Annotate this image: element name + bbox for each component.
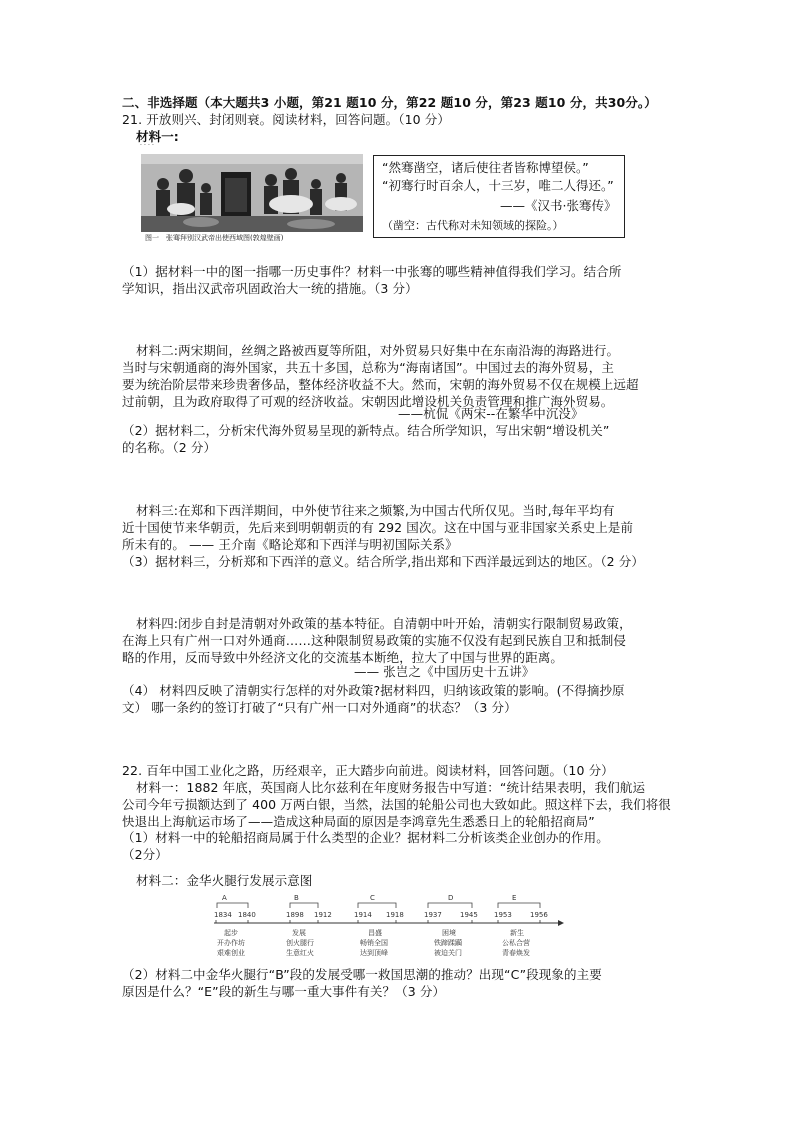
stage-desc: 生意红火 (286, 949, 314, 957)
q21-material2-line: 当时与宋朝通商的海外国家，共五十多国，总称为“海南诸国”。中国过去的海外贸易，主 (122, 360, 614, 375)
q21-material4-line: 略的作用，反而导致中外经济文化的交流基本断绝，拉大了中国与世界的距离。 (122, 650, 564, 665)
stage-desc: 铁蹄蹂躏 (434, 939, 462, 947)
q21-sub2-line: 的名称。（2 分） (122, 440, 217, 455)
q21-sub4-line: （4） 材料四反映了清朝实行怎样的对外政策?据材料四，归纳该政策的影响。(不得摘抄原 (122, 683, 625, 698)
q21-sub1-line: 学知识，指出汉武帝巩固政治大一统的措施。（3 分） (122, 281, 418, 296)
stage-desc: 开办作坊 (217, 939, 245, 947)
q21-material3-line: 所未有的。 —— 王介南《略论郑和下西洋与明初国际关系》 (122, 537, 458, 552)
stage-letter: B (294, 894, 299, 902)
q21-material3-line: 材料三:在郑和下西洋期间，中外使节往来之频繁,为中国古代所仅见。当时,每年平均有 (136, 503, 615, 518)
q21-sub2-line: （2）据材料二，分析宋代海外贸易呈现的新特点。结合所学知识，写出宋朝“增设机关” (122, 423, 610, 438)
timeline-year: 1918 (386, 911, 404, 919)
q21-sub4-line: 文） 哪一条约的签订打破了“只有广州一口对外通商”的状态？（3 分） (122, 700, 517, 715)
q21-material3-line: 近十国使节来华朝贡，先后来到明朝朝贡的有 292 国次。这在中国与亚非国家关系史上是前 (122, 520, 634, 535)
q22-sub2-line: （2）材料二中金华火腿行“B”段的发展受哪一救国思潮的推动？出现“C”段现象的主要 (122, 967, 602, 982)
stage-desc: 畅销全国 (360, 939, 388, 947)
mural-image (141, 154, 363, 246)
figure-caption: 图一 张骞拜别汉武帝出使西域图(敦煌壁画) (145, 234, 284, 242)
q22-title: 22. 百年中国工业化之路，历经艰辛，正大踏步向前进。阅读材料，回答问题。（10 分） (122, 763, 614, 778)
quote-note: （凿空：古代称对未知领域的探险。） (382, 219, 564, 232)
timeline-year: 1834 (214, 911, 232, 919)
q21-title: 21. 开放则兴、封闭则衰。阅读材料，回答问题。（10 分） (122, 112, 450, 127)
stage-title: 新生 (510, 929, 524, 937)
quote-line: “然骞凿空，诸后使往者皆称博望侯。” (382, 160, 589, 175)
q22-material1-line: 公司今年亏损额达到了 400 万两白银，当然，法国的轮船公司也大致如此。照这样下去，我们将很 (122, 797, 671, 812)
q21-material2-line: 材料二:两宋期间，丝绸之路被西夏等所阻，对外贸易只好集中在东南沿海的海路进行。 (136, 343, 620, 358)
timeline-year: 1912 (314, 911, 332, 919)
timeline-year: 1914 (354, 911, 372, 919)
mural-illustration (141, 154, 363, 232)
q22-material2-title: 材料二：金华火腿行发展示意图 (136, 873, 313, 888)
q21-material2-line: 要为统治阶层带来珍贵奢侈品，整体经济收益不大。然而，宋朝的海外贸易不仅在规模上远超 (122, 377, 639, 392)
stage-desc: 达到顶峰 (360, 949, 388, 957)
timeline-year: 1840 (238, 911, 256, 919)
stage-title: 困境 (442, 929, 456, 937)
stage-letter: E (512, 894, 517, 902)
q22-sub1-line: （2分） (122, 847, 168, 862)
stage-desc: 公私合营 (502, 939, 530, 947)
q21-material2-source: ——杭侃《两宋--在繁华中沉没》 (398, 406, 584, 421)
q21-material2-line: 过前朝，且为政府取得了可观的经济收益。宋朝因此增设机关负责管理和推广海外贸易。 (122, 394, 614, 409)
stage-desc: 艰难创业 (217, 949, 245, 957)
q22-material1-line: 快退出上海航运市场了——造成这种局面的原因是李鸿章先生悉悉日上的轮船招商局” (122, 814, 595, 829)
q21-sub3: （3）据材料三，分析郑和下西洋的意义。结合所学,指出郑和下西洋最远到达的地区。（2 分） (122, 554, 645, 569)
q22-material1-line: 材料一：1882 年底，英国商人比尔兹利在年度财务报告中写道：“统计结果表明，我们航运 (136, 780, 646, 795)
stage-title: 起步 (224, 929, 238, 937)
section-header: 二、非选择题（本大题共3 小题，第21 题10 分，第22 题10 分，第23 题10 分，共30分。） (122, 95, 657, 110)
timeline-year: 1898 (286, 911, 304, 919)
q21-material4-line: 在海上只有广州一口对外通商……这种限制贸易政策的实施不仅没有起到民族自卫和抵制侵 (122, 633, 627, 648)
q21-material1-label: 材料一: (136, 129, 179, 144)
quote-source: ——《汉书·张骞传》 (500, 198, 617, 213)
stage-desc: 被迫关门 (434, 949, 462, 957)
timeline-year: 1953 (494, 911, 512, 919)
stage-title: 昌盛 (368, 929, 382, 937)
q21-material4-source: —— 张岂之《中国历史十五讲》 (354, 664, 535, 679)
q22-sub2-line: 原因是什么？“E”段的新生与哪一重大事件有关？（3 分） (122, 984, 446, 999)
q21-material4-line: 材料四:闭步自封是清朝对外政策的基本特征。自清朝中叶开始，清朝实行限制贸易政策， (136, 616, 632, 631)
timeline-year: 1937 (424, 911, 442, 919)
quote-line: “初骞行时百余人，十三岁，唯二人得还。” (382, 178, 614, 193)
stage-desc: 青春焕发 (502, 949, 530, 957)
timeline-svg (214, 890, 564, 970)
timeline-year: 1945 (460, 911, 478, 919)
stage-letter: A (222, 894, 227, 902)
stage-desc: 创火腿行 (286, 939, 314, 947)
q21-material1-dots: · · · · (140, 142, 155, 149)
timeline-year: 1956 (530, 911, 548, 919)
mural-scene (141, 154, 363, 232)
timeline-diagram (214, 890, 564, 970)
q21-sub1-line: （1）据材料一中的图一指哪一历史事件？材料一中张骞的哪些精神值得我们学习。结合所 (122, 264, 622, 279)
stage-letter: C (370, 894, 375, 902)
quote-box (373, 155, 625, 238)
stage-title: 发展 (292, 929, 306, 937)
stage-letter: D (448, 894, 454, 902)
q22-sub1-line: （1）材料一中的轮船招商局属于什么类型的企业？据材料二分析该类企业创办的作用。 (122, 830, 609, 845)
